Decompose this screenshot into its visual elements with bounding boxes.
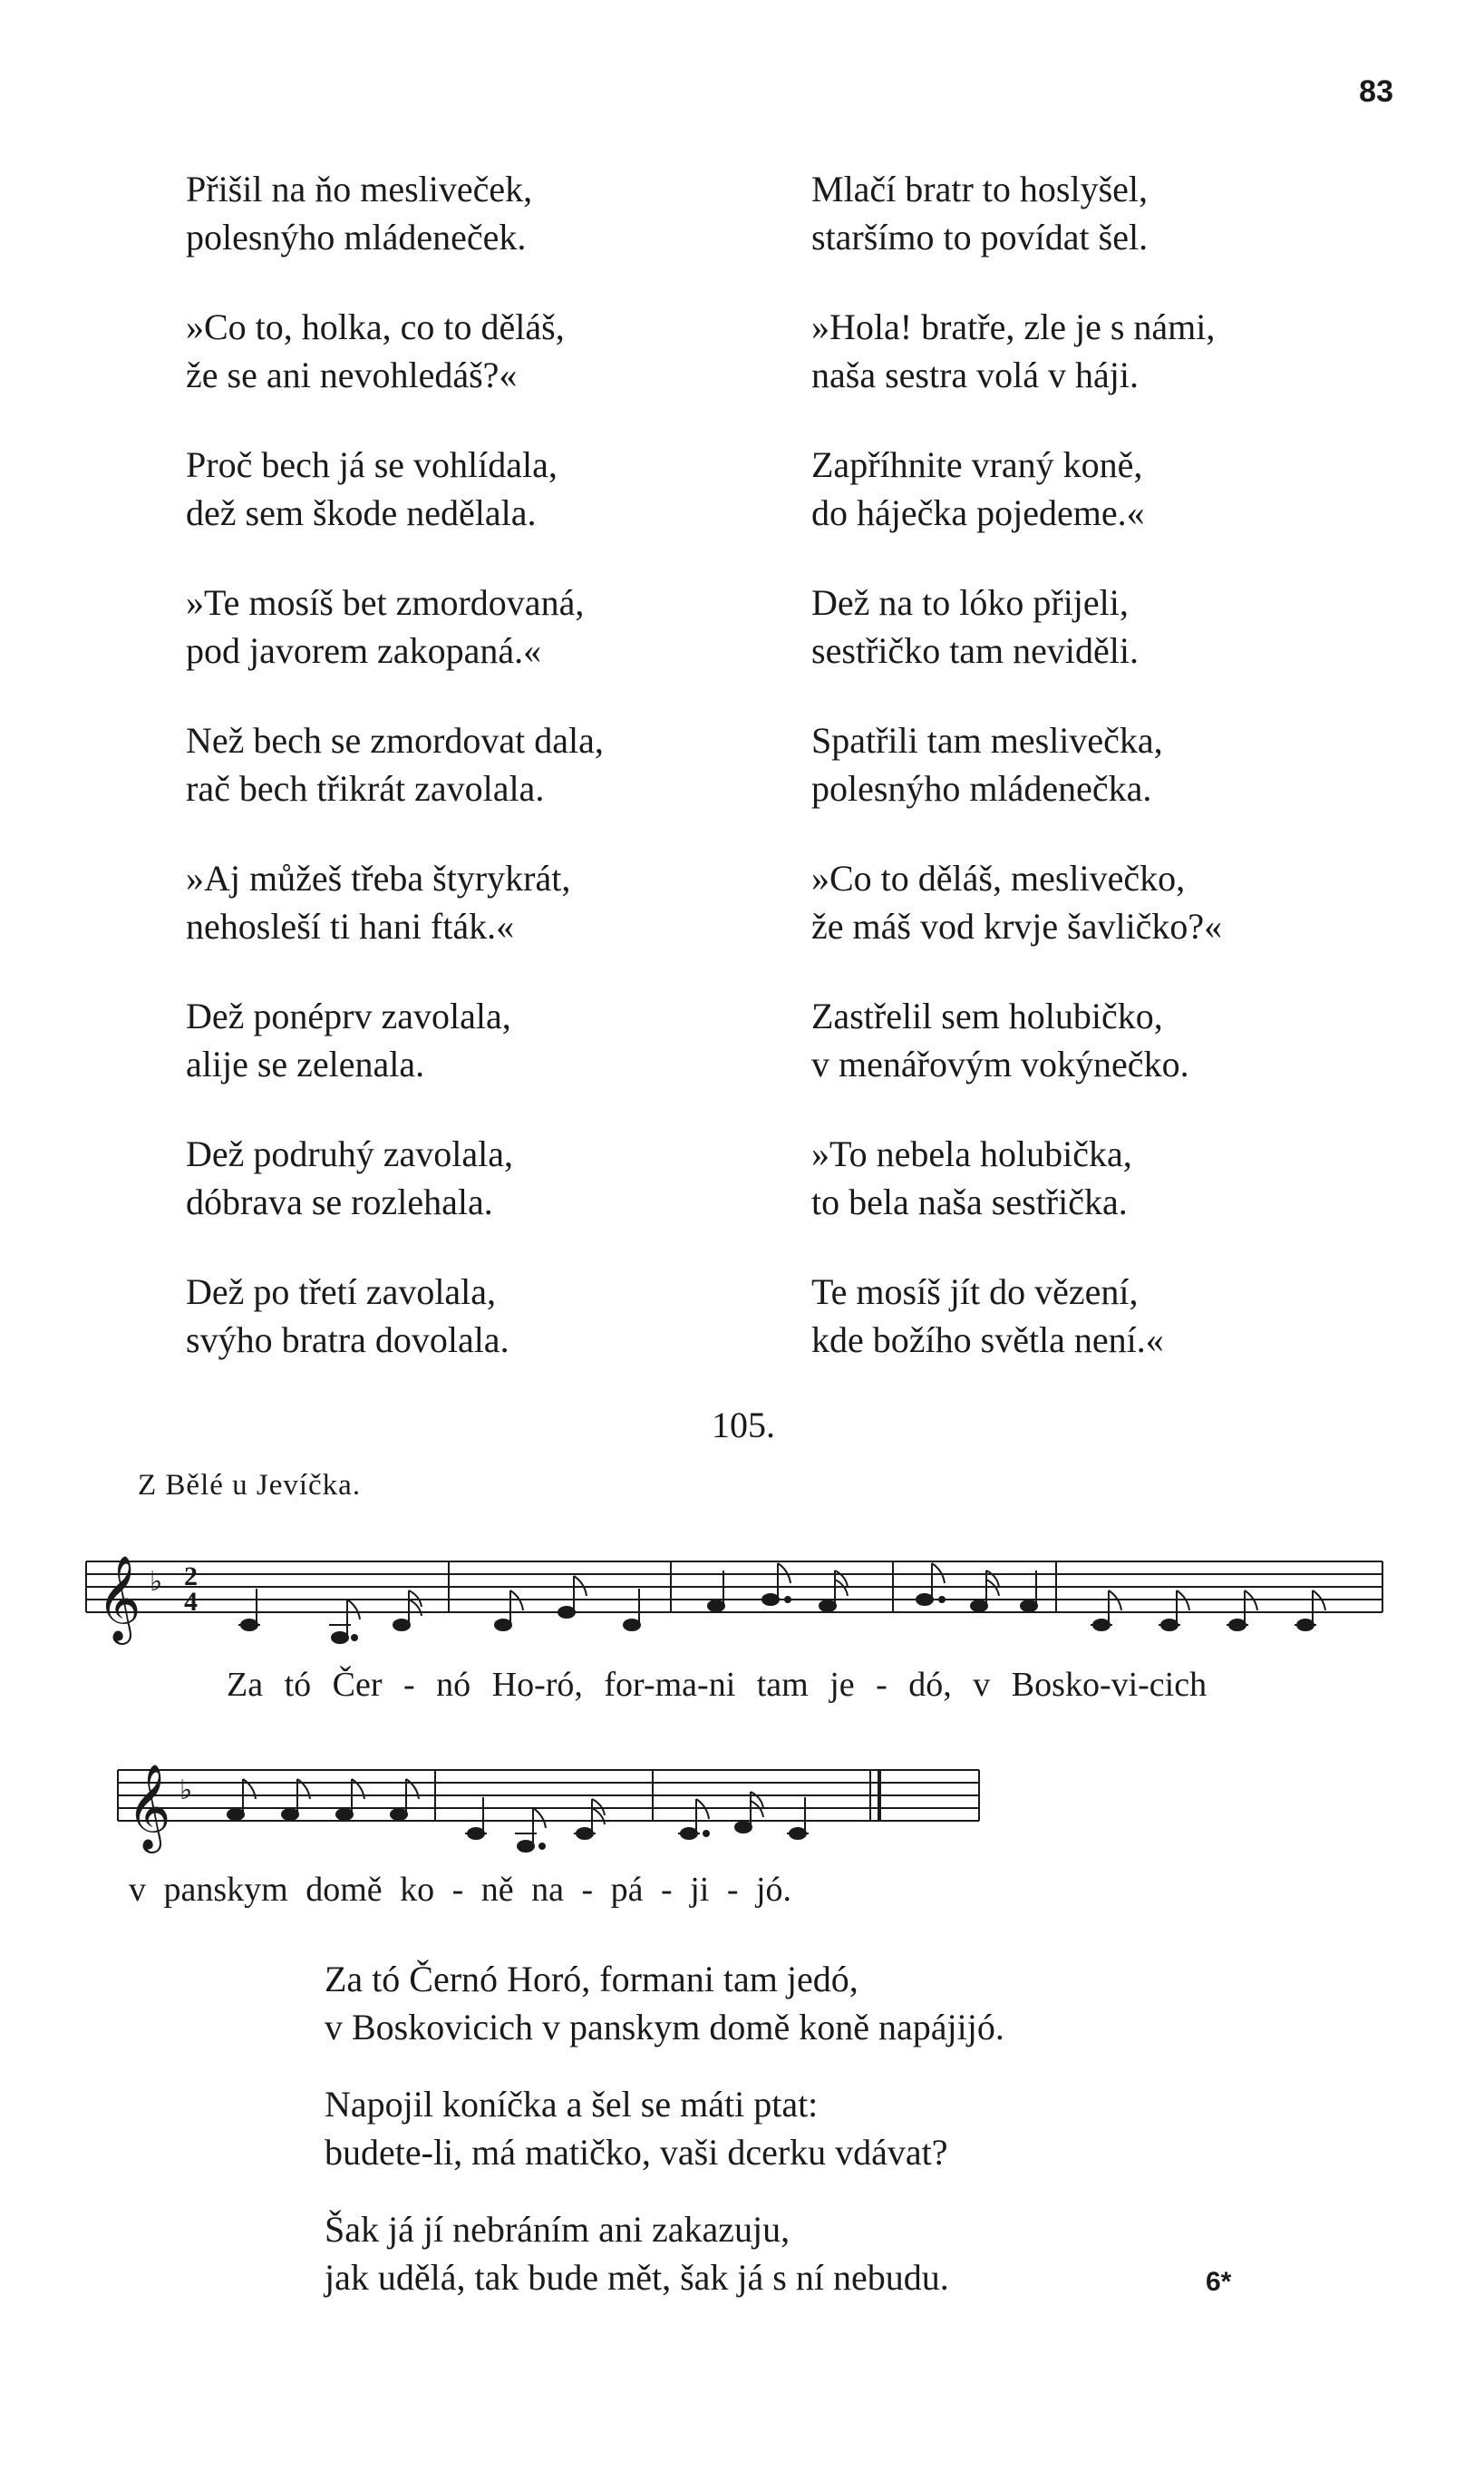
verse-line: Dež podruhý zavolala, (186, 1133, 513, 1174)
note (1227, 1590, 1257, 1630)
music-staff-2 (109, 1743, 997, 1870)
time-signature-top: 2 (184, 1561, 198, 1591)
verse-line: naša sestra volá v háji. (811, 355, 1139, 395)
note (762, 1563, 790, 1605)
stanza (186, 854, 748, 950)
svg-text:𝄞: 𝄞 (127, 1764, 171, 1850)
stanza (811, 303, 1373, 399)
verse-line: »To nebela holubička, (811, 1133, 1132, 1174)
note (735, 1792, 763, 1833)
page-number: 83 (1359, 74, 1393, 109)
verse-line: Přišil na ňo mesliveček, (186, 169, 533, 209)
stanza (811, 579, 1373, 675)
flat-icon: ♭ (179, 1775, 193, 1806)
stanza (186, 1130, 748, 1226)
stanza (186, 165, 748, 261)
verse-line: pod javorem zakopaná.« (186, 630, 542, 671)
verse-line: Dež ponéprv zavolala, (186, 996, 511, 1036)
note (393, 1590, 422, 1630)
note (1295, 1590, 1325, 1630)
note (787, 1797, 809, 1839)
note (495, 1590, 523, 1630)
song-text (325, 1955, 1231, 2330)
verse-line: že se ani nevohledáš?« (186, 355, 518, 395)
verse-line: svýho bratra dovolala. (186, 1319, 509, 1360)
verse-line: polesnýho mládenečka. (811, 768, 1152, 809)
verse-line: že máš vod krvje šavličko?« (811, 906, 1223, 947)
verse-line: »Hola! bratře, zle je s námi, (811, 306, 1216, 347)
note (624, 1589, 640, 1630)
note (971, 1571, 999, 1611)
verse-line: dež sem škode nedělala. (186, 492, 537, 533)
note (391, 1779, 419, 1820)
svg-text:𝄞: 𝄞 (97, 1555, 141, 1641)
stanza (811, 854, 1373, 950)
verse-line: alije se zelenala. (186, 1044, 425, 1084)
verse-line: Napojil koníčka a šel se máti ptat: (325, 2084, 819, 2125)
verse-line: Te mosíš jít do vězení, (811, 1271, 1139, 1312)
right-poem-column (811, 165, 1373, 1405)
stanza (186, 579, 748, 675)
stanza (186, 992, 748, 1088)
stanza (811, 441, 1373, 537)
stanza (186, 1268, 748, 1364)
verse-line: Mlačí bratr to hoslyšel, (811, 169, 1149, 209)
verse-line: sestřičko tam neviděli. (811, 630, 1140, 671)
stanza (325, 2205, 1231, 2301)
note (282, 1779, 310, 1820)
verse-line: do háječka pojedeme.« (811, 492, 1145, 533)
stanza (186, 303, 748, 399)
verse-line: nehosleší ti hani fták.« (186, 906, 515, 947)
stanza (811, 165, 1373, 261)
verse-line: Šak já jí nebráním ani zakazuju, (325, 2209, 790, 2250)
time-signature-bottom: 4 (184, 1587, 198, 1617)
note (820, 1571, 848, 1611)
verse-line: Než bech se zmordovat dala, (186, 720, 604, 761)
verse-line: »Aj můžeš třeba štyrykrát, (186, 858, 571, 899)
verse-line: Spatřili tam meslivečka, (811, 720, 1163, 761)
stanza (325, 2080, 1231, 2176)
song-number: 105. (712, 1405, 775, 1445)
treble-clef-icon (97, 1555, 141, 1645)
verse-line: v Boskovicich v panskym domě koně napájijó. (325, 2007, 1004, 2047)
music-lyrics-line: v panskym domě ko - ně na - pá - ji - jó. (129, 1871, 792, 1909)
printer-signature-mark: 6* (1206, 2267, 1232, 2297)
verse-line: dóbrava se rozlehala. (186, 1182, 493, 1222)
stanza (325, 1955, 1231, 2051)
verse-line: kde božího světla není.« (811, 1319, 1164, 1360)
note (515, 1808, 546, 1852)
verse-line: Dež na to lóko přijeli, (811, 582, 1129, 623)
verse-line: Za tó Černó Horó, formani tam jedó, (325, 1959, 858, 1999)
note (228, 1779, 256, 1820)
note (465, 1797, 487, 1839)
verse-line: Zapříhnite vraný koně, (811, 444, 1143, 485)
note (238, 1589, 260, 1630)
stanza (811, 992, 1373, 1088)
music-staff-1 (77, 1534, 1392, 1661)
music-lyrics-line: Za tó Čer - nó Ho-ró, for-ma-ni tam je - dó, v Bosko-vi-cich (227, 1666, 1208, 1704)
verse-line: Zastřelil sem holubičko, (811, 996, 1163, 1036)
verse-line: polesnýho mládeneček. (186, 217, 527, 258)
left-poem-column (186, 165, 748, 1405)
note (917, 1563, 945, 1605)
verse-line: »Co to děláš, meslivečko, (811, 858, 1186, 899)
flat-icon: ♭ (150, 1566, 163, 1598)
note (574, 1799, 605, 1839)
note (1021, 1571, 1037, 1611)
note (329, 1600, 360, 1643)
verse-line: to bela naša sestřička. (811, 1182, 1128, 1222)
treble-clef-icon (127, 1764, 170, 1853)
verse-line: budete-li, má matičko, vaši dcerku vdávat? (325, 2132, 948, 2173)
song-origin: Z Bělé u Jevíčka. (138, 1469, 362, 1502)
note (1159, 1590, 1189, 1630)
note (678, 1799, 709, 1839)
verse-line: jak udělá, tak bude mět, šak já s ní nebudu. (325, 2257, 949, 2298)
verse-line: Dež po třetí zavolala, (186, 1271, 497, 1312)
verse-line: »Te mosíš bet zmordovaná, (186, 582, 585, 623)
stanza (811, 1130, 1373, 1226)
note (336, 1779, 364, 1820)
stanza (186, 441, 748, 537)
stanza (811, 1268, 1373, 1364)
verse-line: v menářovým vokýnečko. (811, 1044, 1189, 1084)
verse-line: rač bech třikrát zavolala. (186, 768, 545, 809)
note (708, 1571, 724, 1611)
verse-line: staršímo to povídat šel. (811, 217, 1149, 258)
stanza (811, 716, 1373, 812)
note (1091, 1590, 1121, 1630)
stanza (186, 716, 748, 812)
verse-line: Proč bech já se vohlídala, (186, 444, 558, 485)
verse-line: »Co to, holka, co to děláš, (186, 306, 565, 347)
